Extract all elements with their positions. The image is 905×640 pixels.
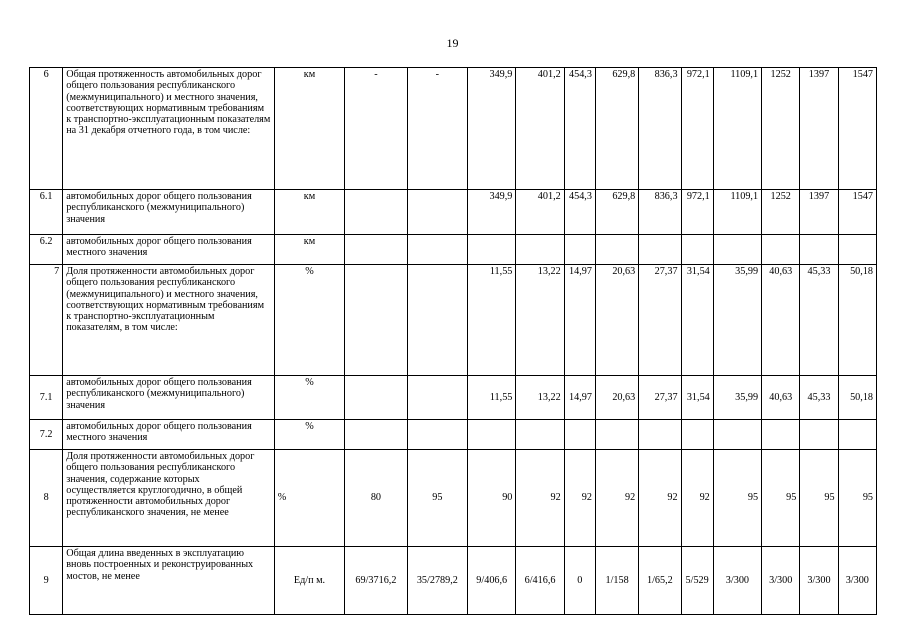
value-cell: 3/300: [713, 547, 761, 615]
row-number: 9: [30, 547, 63, 615]
value-cell: [516, 235, 564, 265]
row-description: Общая протяженность автомобильных дорог общего пользования республиканского (межмуниципального) и местного значения, соответствующих нормативным требованиям к транспортно-эксплуатационным показателям на 31 декабря отчетного года, в том числе:: [63, 68, 274, 190]
table-row: [30, 547, 877, 615]
value-cell: [564, 235, 595, 265]
value-cell: 35/2789,2: [407, 547, 467, 615]
value-cell: 1397: [800, 190, 838, 235]
value-cell: 629,8: [595, 68, 638, 190]
value-cell: [345, 420, 407, 450]
row-unit: км: [274, 235, 344, 265]
value-cell: 1109,1: [713, 68, 761, 190]
value-cell: [838, 420, 876, 450]
value-cell: 95: [800, 450, 838, 547]
value-cell: 92: [595, 450, 638, 547]
value-cell: 31,54: [681, 265, 713, 376]
table-row: [30, 235, 877, 265]
value-cell: 31,54: [681, 376, 713, 420]
value-cell: 349,9: [468, 190, 516, 235]
table-row: [30, 190, 877, 235]
row-number: 7.2: [30, 420, 63, 450]
value-cell: [407, 265, 467, 376]
value-cell: 629,8: [595, 190, 638, 235]
table-row: [30, 450, 877, 547]
value-cell: 40,63: [762, 265, 800, 376]
value-cell: 80: [345, 450, 407, 547]
value-cell: 836,3: [639, 68, 681, 190]
value-cell: 27,37: [639, 265, 681, 376]
table-row: [30, 68, 877, 190]
row-number: 7: [30, 265, 63, 376]
value-cell: [800, 235, 838, 265]
value-cell: [407, 420, 467, 450]
value-cell: 3/300: [800, 547, 838, 615]
row-number: 6: [30, 68, 63, 190]
value-cell: 1/158: [595, 547, 638, 615]
value-cell: 401,2: [516, 190, 564, 235]
value-cell: 0: [564, 547, 595, 615]
value-cell: [345, 190, 407, 235]
row-number: 7.1: [30, 376, 63, 420]
value-cell: 1547: [838, 190, 876, 235]
indicators-table: [29, 67, 877, 615]
row-unit: Ед/п м.: [274, 547, 344, 615]
value-cell: 3/300: [838, 547, 876, 615]
value-cell: [345, 235, 407, 265]
value-cell: [681, 420, 713, 450]
value-cell: 836,3: [639, 190, 681, 235]
value-cell: 454,3: [564, 68, 595, 190]
row-unit: %: [274, 450, 344, 547]
value-cell: 95: [838, 450, 876, 547]
value-cell: [407, 235, 467, 265]
value-cell: 35,99: [713, 265, 761, 376]
value-cell: 45,33: [800, 265, 838, 376]
value-cell: -: [407, 68, 467, 190]
value-cell: 9/406,6: [468, 547, 516, 615]
value-cell: [713, 235, 761, 265]
value-cell: 13,22: [516, 376, 564, 420]
row-unit: км: [274, 68, 344, 190]
value-cell: -: [345, 68, 407, 190]
value-cell: 95: [762, 450, 800, 547]
value-cell: [345, 376, 407, 420]
value-cell: 95: [407, 450, 467, 547]
value-cell: 349,9: [468, 68, 516, 190]
table-row: [30, 420, 877, 450]
value-cell: 50,18: [838, 265, 876, 376]
row-unit: %: [274, 265, 344, 376]
value-cell: 11,55: [468, 265, 516, 376]
value-cell: 20,63: [595, 265, 638, 376]
value-cell: 401,2: [516, 68, 564, 190]
value-cell: 972,1: [681, 190, 713, 235]
value-cell: [681, 235, 713, 265]
value-cell: 1252: [762, 68, 800, 190]
row-number: 6.2: [30, 235, 63, 265]
value-cell: 90: [468, 450, 516, 547]
value-cell: 45,33: [800, 376, 838, 420]
value-cell: [564, 420, 595, 450]
value-cell: 95: [713, 450, 761, 547]
row-description: автомобильных дорог общего пользования местного значения: [63, 420, 274, 450]
row-description: автомобильных дорог общего пользования республиканского (межмуниципального) значения: [63, 190, 274, 235]
value-cell: [595, 420, 638, 450]
row-description: автомобильных дорог общего пользования республиканского (межмуниципального) значения: [63, 376, 274, 420]
value-cell: [800, 420, 838, 450]
row-description: Доля протяженности автомобильных дорог общего пользования республиканского (межмуниципального) и местного значения, соответствующих нормативным требованиям к транспортно-эксплуатационным показателям, в том числе:: [63, 265, 274, 376]
value-cell: 1/65,2: [639, 547, 681, 615]
value-cell: 1109,1: [713, 190, 761, 235]
row-description: Доля протяженности автомобильных дорог общего пользования республиканского значения, содержание которых осуществляется круглогодично, в общей протяженности автомобильных дорог республиканского значения, не менее: [63, 450, 274, 547]
value-cell: 13,22: [516, 265, 564, 376]
value-cell: [762, 420, 800, 450]
value-cell: [762, 235, 800, 265]
value-cell: [639, 420, 681, 450]
value-cell: [639, 235, 681, 265]
value-cell: [713, 420, 761, 450]
value-cell: 92: [516, 450, 564, 547]
value-cell: [468, 235, 516, 265]
value-cell: 454,3: [564, 190, 595, 235]
row-number: 8: [30, 450, 63, 547]
value-cell: 1397: [800, 68, 838, 190]
value-cell: [407, 190, 467, 235]
table-row: [30, 376, 877, 420]
value-cell: 6/416,6: [516, 547, 564, 615]
value-cell: 14,97: [564, 376, 595, 420]
value-cell: 972,1: [681, 68, 713, 190]
value-cell: 14,97: [564, 265, 595, 376]
value-cell: [838, 235, 876, 265]
value-cell: 40,63: [762, 376, 800, 420]
value-cell: 27,37: [639, 376, 681, 420]
row-description: Общая длина введенных в эксплуатацию вновь построенных и реконструированных мостов, не менее: [63, 547, 274, 615]
value-cell: 50,18: [838, 376, 876, 420]
value-cell: 1547: [838, 68, 876, 190]
table-row: [30, 265, 877, 376]
row-unit: %: [274, 420, 344, 450]
value-cell: [468, 420, 516, 450]
value-cell: [407, 376, 467, 420]
value-cell: 1252: [762, 190, 800, 235]
value-cell: 92: [681, 450, 713, 547]
row-unit: км: [274, 190, 344, 235]
value-cell: 92: [564, 450, 595, 547]
page-number: 19: [446, 36, 459, 50]
value-cell: 5/529: [681, 547, 713, 615]
value-cell: [516, 420, 564, 450]
value-cell: 11,55: [468, 376, 516, 420]
value-cell: [345, 265, 407, 376]
row-unit: %: [274, 376, 344, 420]
value-cell: [595, 235, 638, 265]
value-cell: 3/300: [762, 547, 800, 615]
value-cell: 35,99: [713, 376, 761, 420]
row-description: автомобильных дорог общего пользования местного значения: [63, 235, 274, 265]
value-cell: 20,63: [595, 376, 638, 420]
value-cell: 69/3716,2: [345, 547, 407, 615]
row-number: 6.1: [30, 190, 63, 235]
value-cell: 92: [639, 450, 681, 547]
